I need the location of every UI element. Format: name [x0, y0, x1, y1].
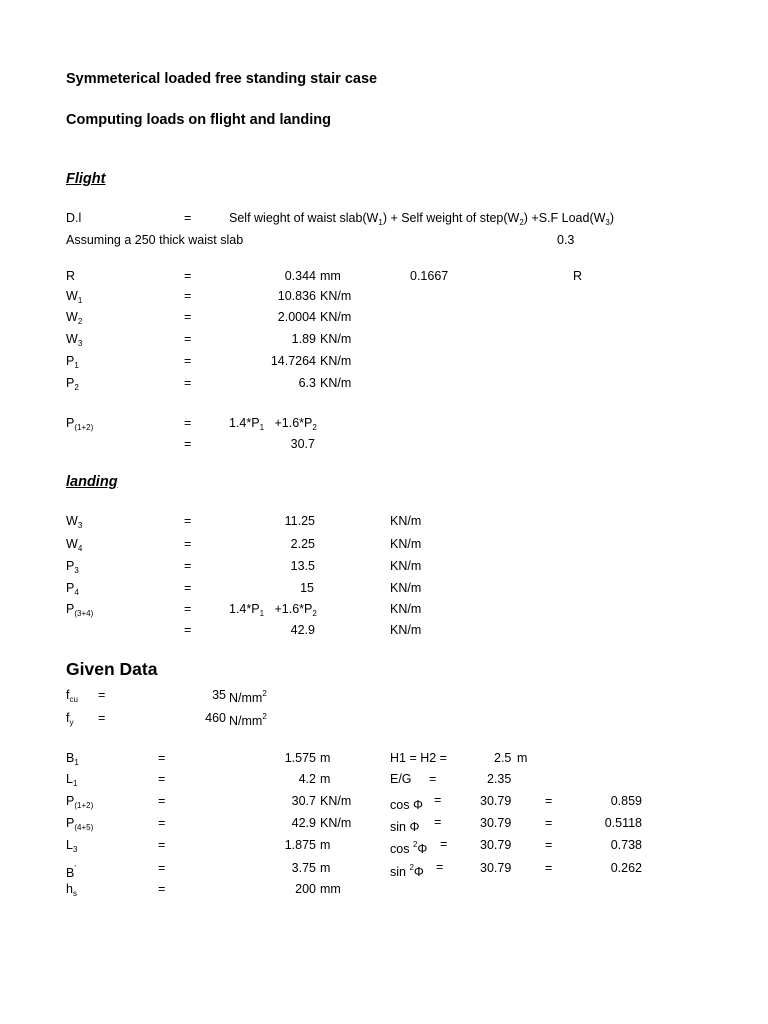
row-symbol: $P_2$ — [66, 376, 79, 392]
row-equals: = — [184, 581, 192, 595]
row-unit: KN/m — [320, 376, 352, 390]
row-unit: KN/m — [390, 623, 422, 637]
row-equals: = — [158, 772, 166, 786]
row-equals: = — [545, 794, 553, 808]
row-equals: = — [184, 416, 192, 430]
row-equals: = — [158, 861, 166, 875]
row-equals: = — [184, 332, 192, 346]
row-formula: $1.4*P_1$ $+1.6*P_2$ — [229, 416, 317, 432]
row-angle: 30.79 — [480, 838, 512, 852]
row-unit: KN/m — [390, 602, 422, 616]
row-unit: KN/m — [390, 514, 422, 528]
waist-slab-value: 0.3 — [557, 233, 575, 247]
row-equals: = — [184, 602, 192, 616]
row-symbol: $f_y$ — [66, 711, 74, 727]
row-value: 30.7 — [291, 794, 316, 808]
row-value: 42.9 — [291, 816, 316, 830]
row-unit: KN/m — [320, 332, 352, 346]
row-symbol: $h_s$ — [66, 882, 77, 898]
row-unit: KN/m — [390, 559, 422, 573]
row-value: 200 — [295, 882, 316, 896]
row-equals: = — [184, 559, 192, 573]
row-value: 3.75 — [291, 861, 316, 875]
row-symbol: $P_{(1+2)}$ — [66, 794, 94, 810]
row-value: 2.35 — [487, 772, 512, 786]
row-equals: = — [434, 793, 442, 807]
row-value: 1.575 — [284, 751, 316, 765]
row-value: 6.3 — [298, 376, 316, 390]
dl-equals: = — [184, 211, 192, 225]
row-equals: = — [184, 514, 192, 528]
row-unit: $N/mm^2$ — [229, 689, 267, 705]
row-equals: = — [158, 751, 166, 765]
row-ratio: 0.1667 — [410, 269, 449, 283]
row-unit: m — [517, 751, 528, 765]
row-symbol: $W_2$ — [66, 310, 83, 326]
waist-slab-assumption: Assuming a 250 thick waist slab — [66, 233, 244, 247]
row-value: 0.344 — [284, 269, 316, 283]
row-value: 2.5 — [494, 751, 512, 765]
row-symbol: $L_1$ — [66, 772, 78, 788]
row-value: 42.9 — [290, 623, 315, 637]
row-result: 0.5118 — [604, 816, 642, 830]
row-value: 2.25 — [290, 537, 315, 551]
row-label: sin Φ — [390, 820, 420, 834]
row-value: 1.89 — [291, 332, 316, 346]
row-symbol: $P_{(3+4)}$ — [66, 602, 94, 618]
row-equals: = — [184, 354, 192, 368]
row-unit: KN/m — [320, 310, 352, 324]
row-unit: m — [320, 751, 331, 765]
row-symbol: $P_{(4+5)}$ — [66, 816, 94, 832]
row-value: 10.836 — [277, 289, 316, 303]
row-value: 11.25 — [284, 514, 315, 528]
row-angle: 30.79 — [480, 794, 512, 808]
row-symbol: B' — [66, 864, 76, 880]
row-label: cos Φ — [390, 798, 423, 812]
row-equals: = — [545, 861, 553, 875]
row-equals: = — [434, 815, 442, 829]
row-value: 460 — [205, 711, 226, 725]
row-equals: = — [184, 437, 192, 451]
row-equals: = — [98, 688, 106, 702]
row-symbol: $W_3$ — [66, 514, 83, 530]
row-equals: = — [184, 269, 192, 283]
row-result: 0.262 — [610, 861, 642, 875]
row-equals: = — [184, 537, 192, 551]
row-equals: = — [184, 376, 192, 390]
row-result: 0.738 — [610, 838, 642, 852]
row-equals: = — [158, 838, 166, 852]
row-symbol: $P_1$ — [66, 354, 79, 370]
page-subtitle: Computing loads on flight and landing — [66, 112, 331, 128]
row-angle: 30.79 — [480, 816, 512, 830]
row-symbol: $B_1$ — [66, 751, 79, 767]
row-angle: 30.79 — [480, 861, 512, 875]
row-unit: mm — [320, 269, 341, 283]
row-label: H1 = H2 = — [390, 751, 447, 765]
row-symbol: $P_3$ — [66, 559, 79, 575]
row-equals: = — [184, 310, 192, 324]
row-unit: KN/m — [320, 794, 352, 808]
row-symbol: $P_4$ — [66, 581, 79, 597]
row-symbol: $W_4$ — [66, 537, 83, 553]
row-unit: $N/mm^2$ — [229, 712, 267, 728]
row-equals: = — [545, 838, 553, 852]
row-value: 14.7264 — [270, 354, 316, 368]
row-equals: = — [158, 794, 166, 808]
row-equals: = — [440, 837, 448, 851]
row-label: sin $^2$Φ — [390, 863, 424, 879]
flight-heading: Flight — [66, 171, 106, 187]
row-unit: KN/m — [390, 581, 422, 595]
row-equals: = — [436, 860, 444, 874]
dl-formula: Self wieght of waist $slab(W_1)$ + Self weight of $step(W_2) +S.F$ $Load(W_3)$ — [229, 211, 615, 227]
given-data-heading: Given Data — [66, 659, 158, 679]
row-value: 35 — [212, 688, 226, 702]
row-value: 15 — [300, 581, 314, 595]
row-value: 13.5 — [290, 559, 315, 573]
row-unit: KN/m — [320, 289, 352, 303]
row-result: 0.859 — [610, 794, 642, 808]
row-equals: = — [545, 816, 553, 830]
row-unit: KN/m — [320, 816, 352, 830]
row-symbol: R — [66, 269, 76, 283]
row-unit: m — [320, 861, 331, 875]
row-label: E/G — [390, 772, 412, 786]
row-unit: m — [320, 772, 331, 786]
row-value: 4.2 — [298, 772, 316, 786]
row-value: 30.7 — [290, 437, 315, 451]
row-unit: KN/m — [390, 537, 422, 551]
row-equals: = — [158, 816, 166, 830]
row-unit: m — [320, 838, 331, 852]
dl-label: D.l — [66, 211, 82, 225]
row-value: 2.0004 — [277, 310, 316, 324]
row-ratio-label: R — [573, 269, 583, 283]
row-equals: = — [429, 772, 437, 786]
row-equals: = — [158, 882, 166, 896]
row-symbol: $L_3$ — [66, 838, 78, 854]
row-equals: = — [98, 711, 106, 725]
row-label: cos $^2$Φ — [390, 840, 428, 856]
row-equals: = — [184, 623, 192, 637]
row-equals: = — [184, 289, 192, 303]
row-formula: $1.4*P_1$ $+1.6*P_2$ — [229, 602, 317, 618]
row-symbol: $f_{cu}$ — [66, 688, 78, 704]
page-title: Symmeterical loaded free standing stair case — [66, 71, 378, 87]
landing-heading: landing — [66, 474, 118, 490]
row-unit: mm — [320, 882, 341, 896]
row-symbol: $W_1$ — [66, 289, 83, 305]
row-unit: KN/m — [320, 354, 352, 368]
row-symbol: $P_{(1+2)}$ — [66, 416, 94, 432]
row-value: 1.875 — [284, 838, 316, 852]
row-symbol: $W_3$ — [66, 332, 83, 348]
